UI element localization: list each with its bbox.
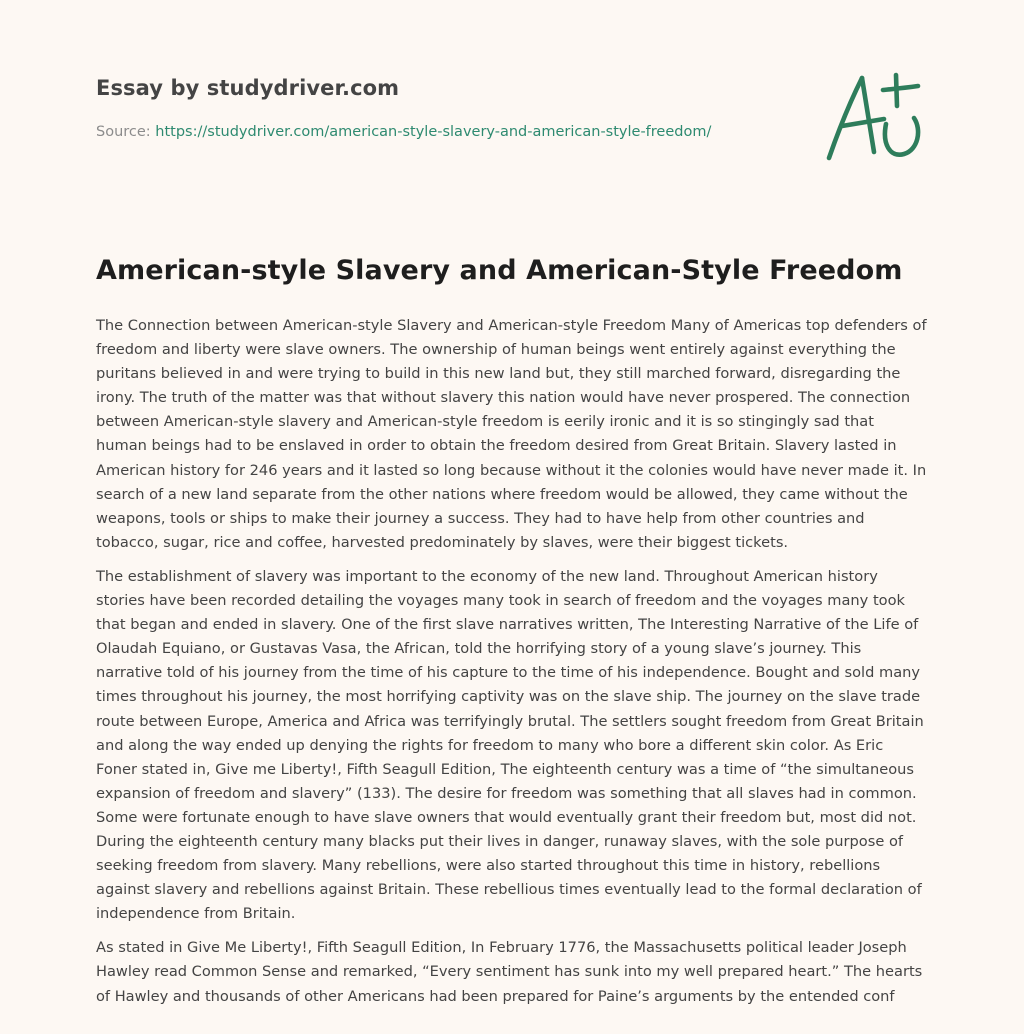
a-plus-grade-icon (818, 66, 930, 166)
source-line (96, 124, 711, 140)
article-paragraph: The establishment of slavery was important to the economy of the new land. Throughout American history stories have been recorded detailing the voyages many took in search of freedom and the voyages many took that began and ended in slavery. One of the first slave narratives written, The Interesting Narrative of the Life of Olaudah Equiano, or Gustavas Vasa, the African, told the horrifying story of a young slave’s journey. This narrative told of his journey from the time of his capture to the time of his independence. Bought and sold many times throughout his journey, the most horrifying captivity was on the slave ship. The journey on the slave trade route between Europe, America and Africa was terrifyingly brutal. The settlers sought freedom from Great Britain and along the way ended up denying the rights for freedom to many who bore a different skin color. As Eric Foner stated in, Give me Liberty!, Fifth Seagull Edition, The eighteenth century was a time of “the simultaneous expansion of freedom and slavery” (133). The desire for freedom was something that all slaves had in common. Some were fortunate enough to have slave owners that would eventually grant their freedom but, most did not. During the eighteenth century many blacks put their lives in danger, runaway slaves, with the sole purpose of seeking freedom from slavery. Many rebellions, were also started throughout this time in history, rebellions against slavery and rebellions against Britain. These rebellious times eventually lead to the formal declaration of independence from Britain. (96, 567, 924, 923)
essay-header-brand: Essay by studydriver.com (96, 76, 400, 100)
article-paragraph: The Connection between American-style Slavery and American-style Freedom Many of Americas top defenders of freedom and liberty were slave owners. The ownership of human beings went entirely against everything the puritans believed in and were trying to build in this new land but, they still marched forward, disregarding the irony. The truth of the matter was that without slavery this nation would have never prospered. The connection between American-style slavery and American-style freedom is eerily ironic and it is so stingingly sad that human beings had to be enslaved in order to obtain the freedom desired from Great Britain. Slavery lasted in American history for 246 years and it lasted so long because without it the colonies would have never made it. In search of a new land separate from the other nations where freedom would be allowed, they came without the weapons, tools or ships to make their journey a success. They had to have help from other countries and tobacco, sugar, rice and coffee, harvested predominately by slaves, were their biggest tickets. (96, 317, 927, 551)
article-title: American-style Slavery and American-Style Freedom (96, 255, 903, 286)
article-paragraph: As stated in Give Me Liberty!, Fifth Seagull Edition, In February 1776, the Massachusetts political leader Joseph Hawley read Common Sense and remarked, “Every sentiment has sunk into my well prepared heart.” The hearts of Hawley and thousands of other Americans had been prepared for Paine’s arguments by the entended conf (96, 939, 923, 1005)
article-body (96, 314, 928, 1019)
source-label: Source: (96, 124, 151, 140)
source-link[interactable]: https://studydriver.com/american-style-slavery-and-american-style-freedom/ (155, 124, 712, 140)
